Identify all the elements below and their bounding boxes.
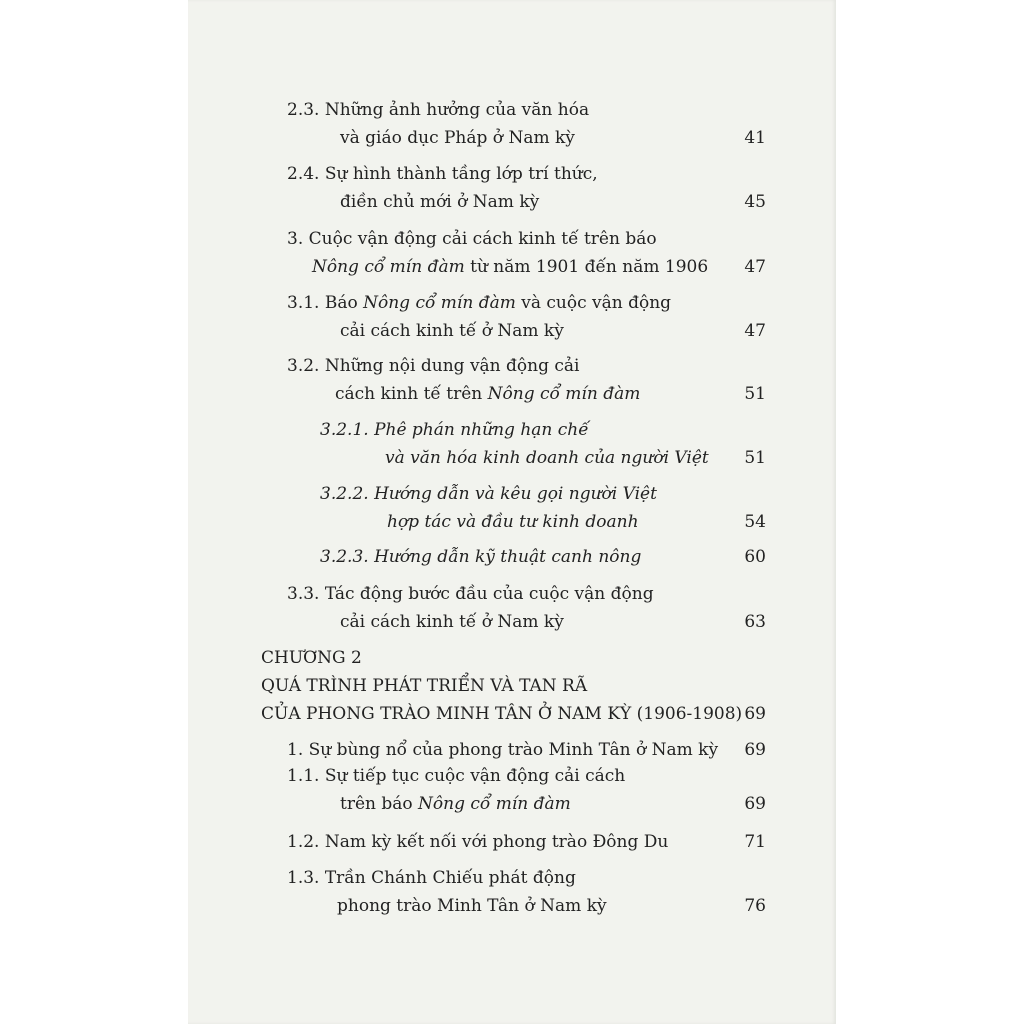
toc-entry-3-1-line1 xyxy=(287,292,671,314)
toc-entry-2-3-line2: và giáo dục Pháp ở Nam kỳ xyxy=(340,128,575,148)
toc-entry-2-3-line1: 2.3. Những ảnh hưởng của văn hóa xyxy=(287,100,590,120)
toc-entry-3-2-line1: 3.2. Những nội dung vận động cải xyxy=(287,356,580,376)
page-number: 69 xyxy=(744,740,766,760)
toc-text: trên báo xyxy=(340,794,419,814)
toc-entry-1-1-line1: 1.1. Sự tiếp tục cuộc vận động cải cách xyxy=(287,766,626,786)
toc-entry-2-4-line2: điền chủ mới ở Nam kỳ xyxy=(340,192,540,212)
toc-entry-3-2-3: 3.2.3. Hướng dẫn kỹ thuật canh nông xyxy=(320,547,642,567)
page-number: 71 xyxy=(744,832,766,852)
journal-title: Nông cổ mín đàm xyxy=(418,794,571,814)
toc-entry-1-2: 1.2. Nam kỳ kết nối với phong trào Đông Du xyxy=(287,832,669,852)
page-number: 69 xyxy=(744,794,766,814)
journal-title: Nông cổ mín đàm xyxy=(363,293,516,313)
toc-entry-3-line2 xyxy=(312,256,708,278)
page-number: 51 xyxy=(744,384,766,404)
page-number: 41 xyxy=(744,128,766,148)
toc-entry-3-1-line2: cải cách kinh tế ở Nam kỳ xyxy=(340,321,564,341)
toc-entry-3-2-1-line2: và văn hóa kinh doanh của người Việt xyxy=(385,448,709,468)
toc-entry-1: 1. Sự bùng nổ của phong trào Minh Tân ở Nam kỳ xyxy=(287,740,719,760)
chapter-label: CHƯƠNG 2 xyxy=(261,648,362,668)
page-number: 63 xyxy=(744,612,766,632)
toc-text: cách kinh tế trên xyxy=(335,384,488,404)
toc-text: từ năm 1901 đến năm 1906 xyxy=(464,257,709,277)
toc-entry-3-3-line2: cải cách kinh tế ở Nam kỳ xyxy=(340,612,564,632)
toc-entry-2-4-line1: 2.4. Sự hình thành tầng lớp trí thức, xyxy=(287,164,598,184)
toc-entry-1-3-line2: phong trào Minh Tân ở Nam kỳ xyxy=(337,896,607,916)
toc-entry-1-1-line2 xyxy=(340,793,571,815)
toc-entry-3-2-2-line2: hợp tác và đầu tư kinh doanh xyxy=(387,512,639,532)
toc-text: và cuộc vận động xyxy=(515,293,672,313)
toc-entry-3-line1: 3. Cuộc vận động cải cách kinh tế trên báo xyxy=(287,229,657,249)
page-number: 54 xyxy=(744,512,766,532)
page-number: 60 xyxy=(744,547,766,567)
chapter-title-line1: QUÁ TRÌNH PHÁT TRIỂN VÀ TAN RÃ xyxy=(261,676,588,696)
page-number: 47 xyxy=(744,321,766,341)
journal-title: Nông cổ mín đàm xyxy=(312,257,465,277)
toc-text: 3.1. Báo xyxy=(287,293,364,313)
toc-entry-3-3-line1: 3.3. Tác động bước đầu của cuộc vận động xyxy=(287,584,654,604)
toc-entry-3-2-1-line1: 3.2.1. Phê phán những hạn chế xyxy=(320,420,589,440)
page-number: 76 xyxy=(744,896,766,916)
page-number: 69 xyxy=(744,704,766,724)
journal-title: Nông cổ mín đàm xyxy=(487,384,641,404)
page-number: 51 xyxy=(744,448,766,468)
toc-entry-3-2-line2 xyxy=(335,383,640,405)
toc-entry-3-2-2-line1: 3.2.2. Hướng dẫn và kêu gọi người Việt xyxy=(320,484,657,504)
chapter-title-line2: CỦA PHONG TRÀO MINH TÂN Ở NAM KỲ (1906-1908) xyxy=(261,704,743,724)
page-number: 47 xyxy=(744,257,766,277)
toc-entry-1-3-line1: 1.3. Trần Chánh Chiếu phát động xyxy=(287,868,576,888)
page-number: 45 xyxy=(744,192,766,212)
